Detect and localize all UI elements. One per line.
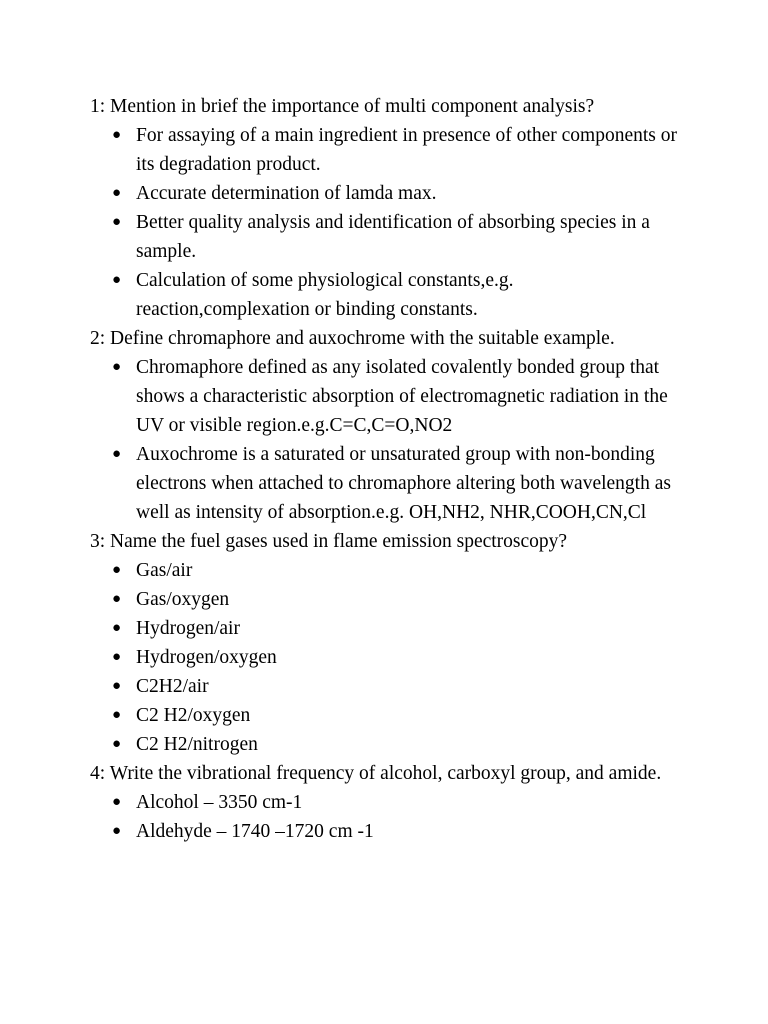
bullet-icon: ● <box>112 185 122 201</box>
bullet-icon: ● <box>112 620 122 636</box>
list-item-text: Better quality analysis and identification of absorbing species in a sample. <box>136 212 650 262</box>
list-item-text: Hydrogen/oxygen <box>136 647 277 668</box>
bullet-icon: ● <box>112 127 122 143</box>
list-item-text: For assaying of a main ingredient in presence of other components or its degradation product. <box>136 125 677 175</box>
bullet-icon: ● <box>112 678 122 694</box>
list-item-text: Hydrogen/air <box>136 618 240 639</box>
list-item-text: Aldehyde – 1740 –1720 cm -1 <box>136 821 374 842</box>
list-item <box>112 556 690 585</box>
list-item <box>112 121 690 179</box>
answer-list-3 <box>90 556 690 759</box>
question-3: 3: Name the fuel gases used in flame emission spectroscopy? <box>90 531 568 552</box>
answer-list-4 <box>90 788 690 846</box>
bullet-icon: ● <box>112 446 122 462</box>
document-body <box>90 92 690 846</box>
list-item-text: C2 H2/oxygen <box>136 705 251 726</box>
list-item-text: Accurate determination of lamda max. <box>136 183 437 204</box>
list-item-text: Alcohol – 3350 cm-1 <box>136 792 303 813</box>
bullet-icon: ● <box>112 794 122 810</box>
list-item <box>112 585 690 614</box>
bullet-icon: ● <box>112 214 122 230</box>
question-4: 4: Write the vibrational frequency of alcohol, carboxyl group, and amide. <box>90 763 662 784</box>
bullet-icon: ● <box>112 707 122 723</box>
list-item <box>112 179 690 208</box>
list-item <box>112 208 690 266</box>
list-item-text: Calculation of some physiological constants,e.g. reaction,complexation or binding constants. <box>136 270 514 320</box>
list-item <box>112 701 690 730</box>
list-item-text: Gas/air <box>136 560 193 581</box>
list-item <box>112 266 690 324</box>
bullet-icon: ● <box>112 591 122 607</box>
list-item <box>112 672 690 701</box>
list-item <box>112 730 690 759</box>
list-item <box>112 817 690 846</box>
bullet-icon: ● <box>112 823 122 839</box>
question-2: 2: Define chromaphore and auxochrome with the suitable example. <box>90 328 615 349</box>
list-item <box>112 788 690 817</box>
question-1: 1: Mention in brief the importance of multi component analysis? <box>90 96 595 117</box>
bullet-icon: ● <box>112 649 122 665</box>
answer-list-1 <box>90 121 690 324</box>
answer-list-2 <box>90 353 690 527</box>
list-item <box>112 440 690 527</box>
list-item-text: Gas/oxygen <box>136 589 230 610</box>
list-item-text: Chromaphore defined as any isolated covalently bonded group that shows a characteristic absorption of electromagnetic radiation in the UV or visible region.e.g.C=C,C=O,NO2 <box>136 357 668 436</box>
list-item <box>112 643 690 672</box>
list-item-text: C2 H2/nitrogen <box>136 734 258 755</box>
list-item <box>112 353 690 440</box>
list-item-text: C2H2/air <box>136 676 209 697</box>
bullet-icon: ● <box>112 562 122 578</box>
bullet-icon: ● <box>112 272 122 288</box>
bullet-icon: ● <box>112 359 122 375</box>
bullet-icon: ● <box>112 736 122 752</box>
list-item-text: Auxochrome is a saturated or unsaturated group with non-bonding electrons when attached to chromaphore altering both wavelength as well as intensity of absorption.e.g. OH,NH2, NHR,COOH,CN,Cl <box>136 444 671 523</box>
list-item <box>112 614 690 643</box>
